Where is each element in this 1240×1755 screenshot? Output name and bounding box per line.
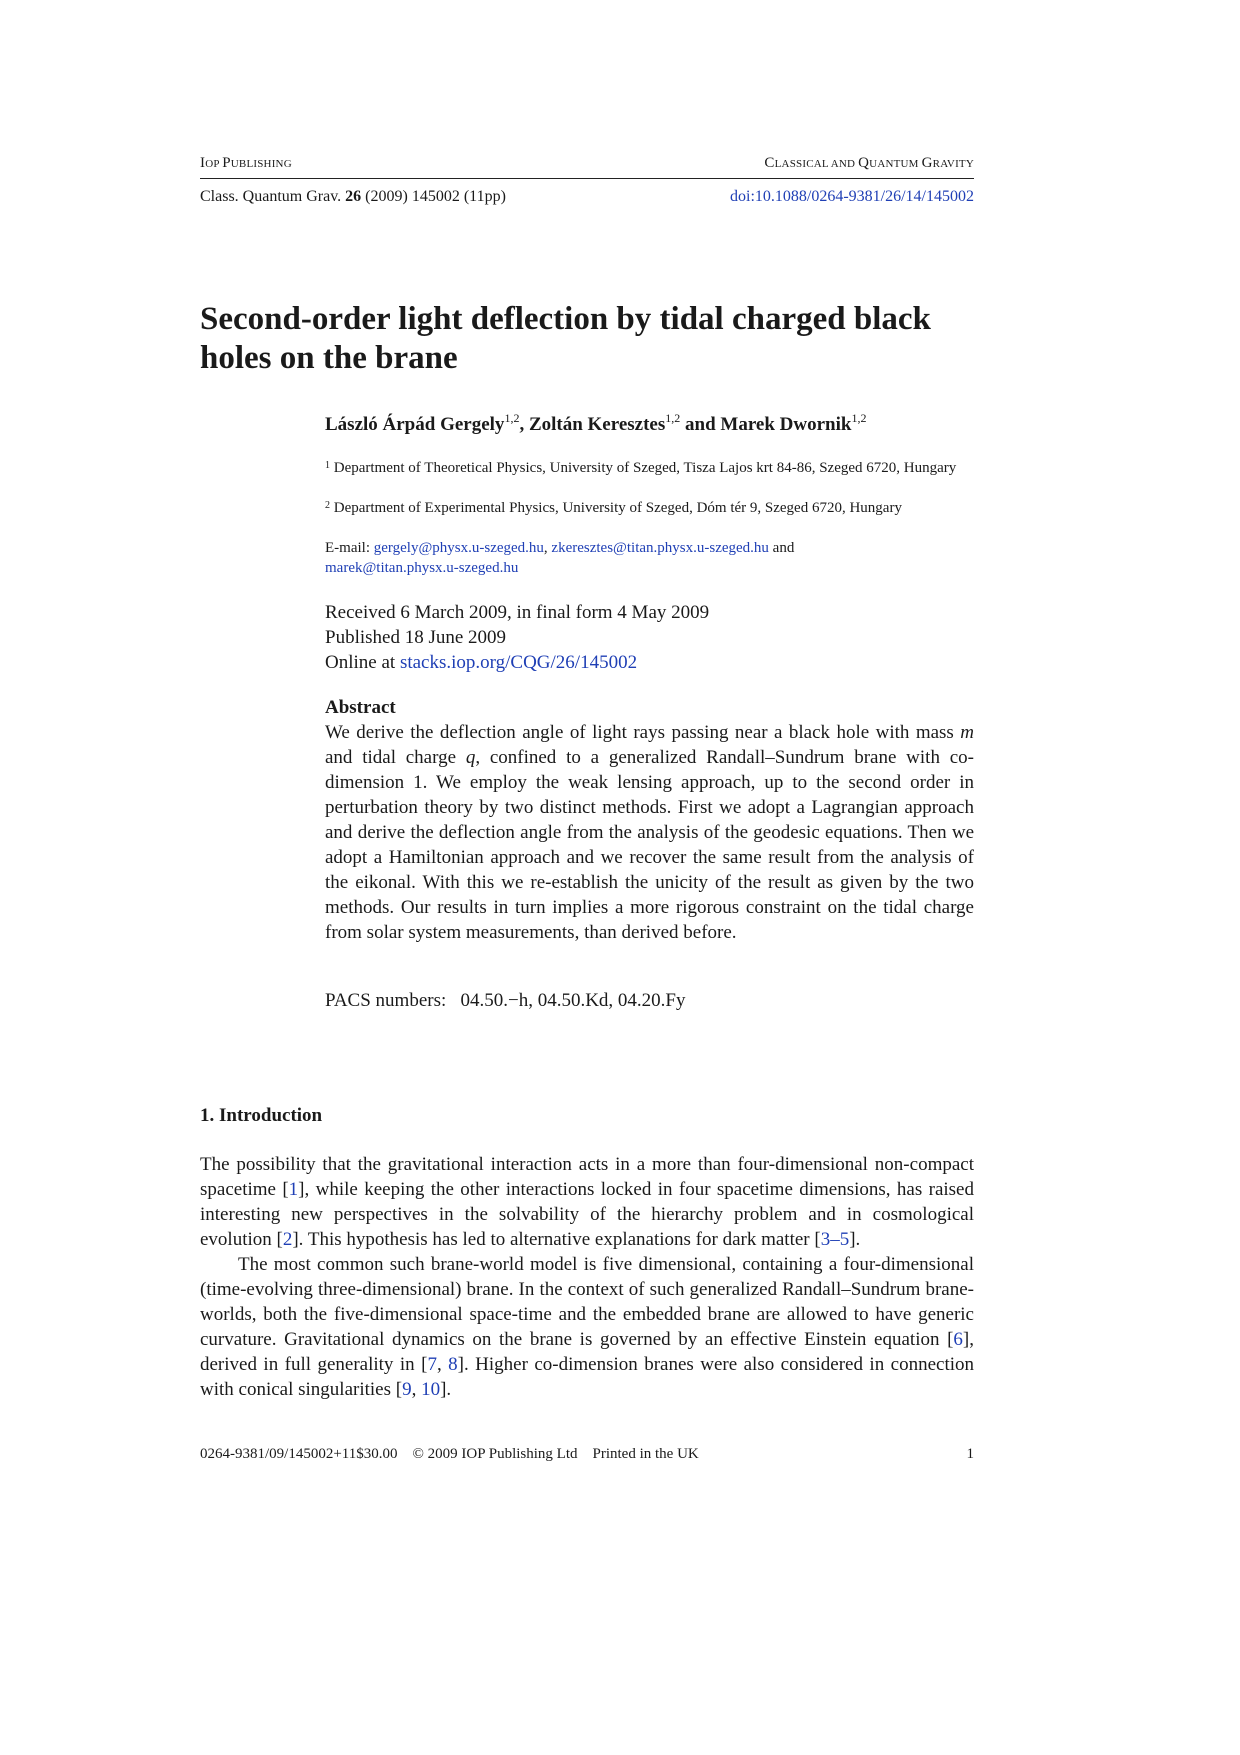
- affiliation-2: $^2$ Department of Experimental Physics, University of Szeged, Dóm tér 9, Szeged 6720, Hungary: [325, 500, 902, 516]
- header-rule: [200, 178, 974, 179]
- publication-dates: Received 6 March 2009, in final form 4 May 2009 Published 18 June 2009 Online at stacks.iop.org/CQG/26/145002: [325, 602, 710, 673]
- email-link[interactable]: marek@titan.physx.u-szeged.hu: [325, 560, 519, 576]
- reference-link[interactable]: 1: [288, 1179, 299, 1200]
- email-link[interactable]: gergely@physx.u-szeged.hu: [373, 540, 544, 556]
- section-heading: 1. Introduction: [200, 1105, 323, 1126]
- journal-citation: Class. Quantum Grav. 26 (2009) 145002 (11pp): [200, 188, 506, 205]
- doi-link[interactable]: doi:10.1088/0264-9381/26/14/145002: [730, 188, 974, 205]
- reference-link[interactable]: 3–5: [820, 1229, 850, 1250]
- author-list: László Árpád Gergely$^{1,2}$, Zoltán Keresztes$^{1,2}$ and Marek Dwornik$^{1,2}$: [325, 411, 867, 435]
- reference-link[interactable]: 7: [427, 1354, 437, 1375]
- body-text: [200, 1152, 974, 1402]
- reference-link[interactable]: 9: [402, 1379, 412, 1400]
- reference-link[interactable]: 2: [282, 1229, 293, 1250]
- pacs-numbers: PACS numbers: 04.50.−h, 04.50.Kd, 04.20.Fy: [325, 990, 686, 1011]
- reference-link[interactable]: 10: [421, 1379, 441, 1400]
- paragraph: The most common such brane-world model is five dimensional, containing a four-dimensional (time-evolving three-dimensional) brane. In the context of such generalized Randall–Sundrum brane-worlds, both the five-dimensional space-time and the embedded brane are allowed to have generic curvature. Gravitational dynamics on the brane is governed by an effective Einstein equation [6], derived in full generality in [7, 8]. Higher co-dimension branes were also considered in connection with conical singularities [9, 10].: [200, 1254, 974, 1400]
- paper-title: Second-order light deflection by tidal charged black holes on the brane: [200, 301, 931, 376]
- paragraph: The possibility that the gravitational interaction acts in a more than four-dimensional non-compact spacetime [1], while keeping the other interactions locked in four spacetime dimensions, has raised interesting new perspectives in the solvability of the hierarchy problem and in cosmological evolution [2]. This hypothesis has led to alternative explanations for dark matter [3–5].: [200, 1154, 974, 1250]
- journal-name: CLASSICAL AND QUANTUM GRAVITY: [764, 155, 974, 171]
- email-block: E-mail: gergely@physx.u-szeged.hu, zkeresztes@titan.physx.u-szeged.hu and marek@titan.physx.u-szeged.hu: [325, 540, 795, 576]
- page-number: 1: [966, 1446, 974, 1462]
- online-link[interactable]: stacks.iop.org/CQG/26/145002: [399, 652, 638, 673]
- abstract-text: We derive the deflection angle of light rays passing near a black hole with mass m and tidal charge q, confined to a generalized Randall–Sundrum brane with co-dimension 1. We employ the weak lensing approach, up to the second order in perturbation theory by two distinct methods. First we adopt a Lagrangian approach and derive the deflection angle from the analysis of the geodesic equations. Then we adopt a Hamiltonian approach and we recover the same result from the analysis of the eikonal. With this we re-establish the unicity of the result as given by the two methods. Our results in turn implies a more rigorous constraint on the tidal charge from solar system measurements, than derived before.: [325, 722, 974, 943]
- abstract-heading: Abstract: [325, 697, 396, 718]
- author-name: Marek Dwornik: [720, 414, 852, 435]
- reference-link[interactable]: 8: [448, 1354, 458, 1375]
- affiliation-1: $^1$ Department of Theoretical Physics, University of Szeged, Tisza Lajos krt 84-86, Szeged 6720, Hungary: [325, 460, 957, 476]
- copyright-footer: 0264-9381/09/145002+11$30.00 © 2009 IOP Publishing Ltd Printed in the UK: [200, 1446, 699, 1462]
- email-link[interactable]: zkeresztes@titan.physx.u-szeged.hu: [551, 540, 769, 556]
- author-name: Zoltán Keresztes: [528, 414, 666, 435]
- reference-link[interactable]: 6: [953, 1329, 963, 1350]
- publisher-name: IOP PUBLISHING: [200, 155, 292, 171]
- author-name: László Árpád Gergely: [325, 414, 505, 435]
